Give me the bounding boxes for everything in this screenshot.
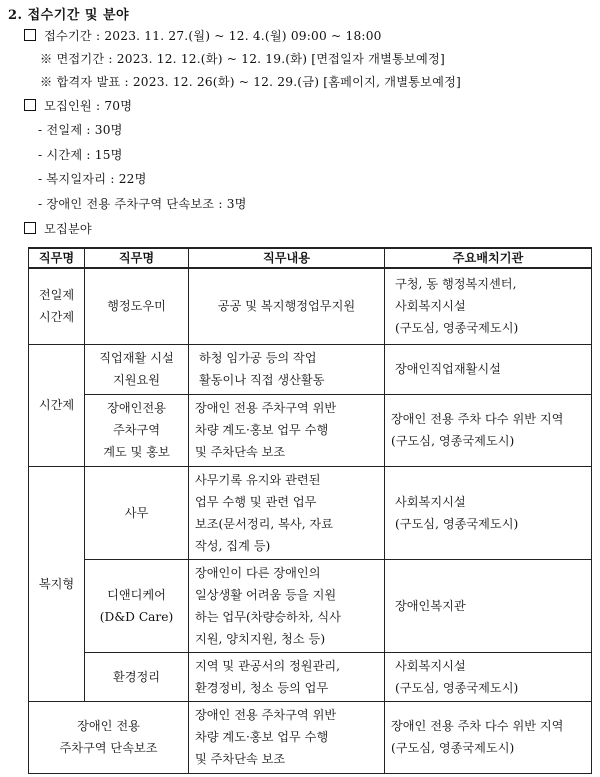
- job-cell: 장애인전용 주차구역 계도 및 홍보: [85, 394, 189, 466]
- group-cell: 전일제 시간제: [29, 268, 85, 344]
- header-cell: 직무명: [29, 248, 85, 268]
- table-header-row: [29, 248, 592, 268]
- org-cell: 장애인직업재활시설: [385, 344, 592, 394]
- org-cell: 장애인 전용 주차 다수 위반 지역 (구도심, 영종국제도시): [385, 701, 592, 773]
- org-cell: 장애인복지관: [385, 559, 592, 652]
- org-cell: 사회복지시설 (구도심, 영종국제도시): [385, 466, 592, 559]
- period-line: [24, 27, 382, 44]
- header-cell: 직무내용: [189, 248, 385, 268]
- table-row: [29, 466, 592, 559]
- content-cell: 사무기록 유지와 관련된 업무 수행 및 관련 업무 보조(문서정리, 복사, 자료 작성, 집계 등): [189, 466, 385, 559]
- table-row: [29, 394, 592, 466]
- section-title: 2. 접수기간 및 분야: [8, 8, 130, 23]
- announce-line: ※ 합격자 발표 : 2023. 12. 26(화) ~ 12. 29.(금) [홈페이지, 개별통보예정]: [40, 75, 462, 89]
- checkbox-icon: [24, 29, 36, 41]
- recruit-total-line: [24, 97, 132, 114]
- org-cell: 사회복지시설 (구도심, 영종국제도시): [385, 652, 592, 701]
- job-cell: 사무: [85, 466, 189, 559]
- table-row: [29, 701, 592, 773]
- job-cell: 환경정리: [85, 652, 189, 701]
- org-cell: 장애인 전용 주차 다수 위반 지역 (구도심, 영종국제도시): [385, 394, 592, 466]
- table-row: [29, 652, 592, 701]
- table-row: [29, 559, 592, 652]
- recruit-item: - 시간제 : 15명: [38, 148, 123, 162]
- period-text: 접수기간 : 2023. 11. 27.(월) ~ 12. 4.(월) 09:00 ~ 18:00: [44, 29, 382, 43]
- interview-line: ※ 면접기간 : 2023. 12. 12.(화) ~ 12. 19.(화) [면접일자 개별통보예정]: [40, 52, 445, 66]
- checkbox-icon: [24, 222, 36, 234]
- recruit-item: - 전일제 : 30명: [38, 123, 123, 137]
- job-cell: 디앤디케어 (D&D Care): [85, 559, 189, 652]
- content-cell: 장애인 전용 주차구역 위반 차량 계도·홍보 업무 수행 및 주차단속 보조: [189, 394, 385, 466]
- recruit-total-text: 모집인원 : 70명: [44, 99, 133, 113]
- field-label: 모집분야: [44, 222, 92, 236]
- content-cell: 지역 및 관공서의 정원관리, 환경정비, 청소 등의 업무: [189, 652, 385, 701]
- header-cell: 직무명: [85, 248, 189, 268]
- checkbox-icon: [24, 99, 36, 111]
- job-cell: 직업재활 시설 지원요원: [85, 344, 189, 394]
- recruit-item: - 장애인 전용 주차구역 단속보조 : 3명: [38, 197, 247, 211]
- group-cell: 시간제: [29, 344, 85, 466]
- table-row: [29, 268, 592, 344]
- content-cell: 공공 및 복지행정업무지원: [189, 268, 385, 344]
- field-line: [24, 220, 92, 237]
- recruit-item: - 복지일자리 : 22명: [38, 172, 147, 186]
- group-cell: 복지형: [29, 466, 85, 701]
- header-cell: 주요배치기관: [385, 248, 592, 268]
- content-cell: 장애인 전용 주차구역 위반 차량 계도·홍보 업무 수행 및 주차단속 보조: [189, 701, 385, 773]
- group-cell: 장애인 전용 주차구역 단속보조: [29, 701, 189, 773]
- content-cell: 장애인이 다른 장애인의 일상생활 어려움 등을 지원 하는 업무(차량승하차, 식사 지원, 양치지원, 청소 등): [189, 559, 385, 652]
- org-cell: 구청, 동 행정복지센터, 사회복지시설 (구도심, 영종국제도시): [385, 268, 592, 344]
- job-cell: 행정도우미: [85, 268, 189, 344]
- content-cell: 하청 임가공 등의 작업 활동이나 직접 생산활동: [189, 344, 385, 394]
- jobs-table: [28, 247, 592, 774]
- table-row: [29, 344, 592, 394]
